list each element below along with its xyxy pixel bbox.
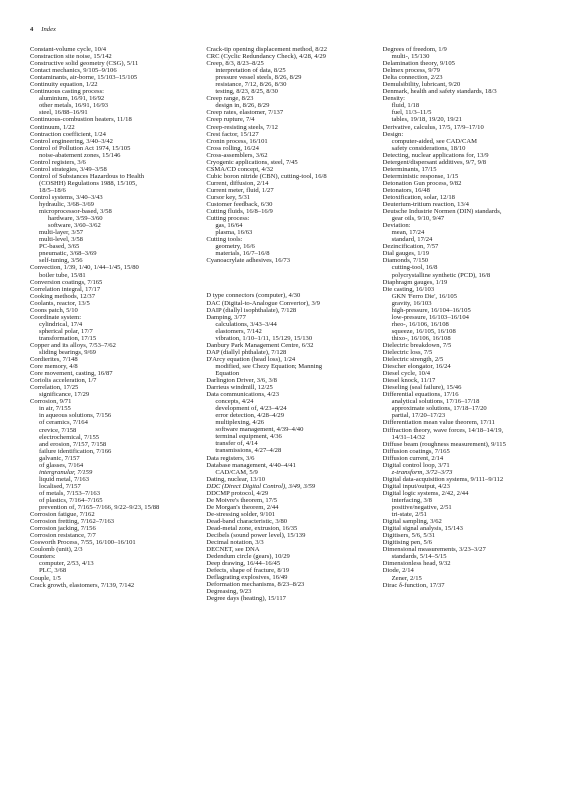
index-entry: Corrosion resistance, 7/7 <box>30 532 96 540</box>
index-entry: Cooking methods, 12/37 <box>30 292 96 300</box>
index-entry: Degreasing, 9/23 <box>206 588 252 596</box>
index-entry: Diffraction theory, wave forces, 14/18–14/19, <box>382 426 504 434</box>
index-subentry: pneumatic, 3/68–3/69 <box>39 250 97 258</box>
index-entry: Convection, 1/39, 1/40, 1/44–1/45, 15/80 <box>30 264 139 272</box>
index-entry: Corrosion jacking, 7/156 <box>30 525 96 533</box>
index-subentry: microprocessor-based, 3/58 <box>39 208 112 216</box>
index-entry <box>206 271 372 278</box>
index-subentry: computer-aided, see CAD/CAM <box>391 137 478 145</box>
index-entry: Dielectric breakdown, 7/5 <box>382 341 452 349</box>
index-entry: Diffusion coatings, 7/165 <box>382 447 450 455</box>
index-entry: Counters: <box>30 553 56 561</box>
index-entry: Creep rates, elastomer, 7/137 <box>206 109 284 117</box>
index-entry: Delmex process, 9/79 <box>382 67 440 75</box>
index-subentry: transfer of, 4/14 <box>215 440 258 448</box>
index-entry: Control strategies, 3/49–3/58 <box>30 165 107 173</box>
index-entry: CSMA/CD concept, 4/32 <box>206 165 274 173</box>
index-entry: Diffuse beam (roughness measurement), 9/115 <box>382 440 506 448</box>
index-entry: Cutting fluids, 16/8–16/9 <box>206 208 273 216</box>
index-subentry: z-transform, 3/72–3/73 <box>391 468 453 476</box>
index-entry: Digital data-acquisition systems, 9/111–9/112 <box>382 475 504 483</box>
index-entry: Deflagrating explosives, 16/49 <box>206 574 288 582</box>
index-entry: Dirac δ-function, 17/37 <box>382 581 445 589</box>
index-subentry: multi-layer, 3/57 <box>39 229 84 237</box>
index-entry <box>206 264 372 271</box>
index-subentry: multi-level, 3/58 <box>39 236 83 244</box>
index-entry <box>206 278 372 285</box>
index-subentry: cylindrical, 17/4 <box>39 320 83 328</box>
index-entry: Creep rupture, 7/4 <box>206 116 255 124</box>
index-subentry: elastomers, 7/142 <box>215 327 262 335</box>
index-entry: Diamonds, 7/150 <box>382 257 429 265</box>
index-entry: DAC (Digital-to-Analogue Convertor), 3/9 <box>206 299 320 307</box>
index-subentry: PC-based, 3/65 <box>39 243 80 251</box>
index-entry: Coriolis acceleration, 1/7 <box>30 377 97 385</box>
index-subentry: significance, 17/29 <box>39 391 90 399</box>
index-entry: Digitisers, 5/6, 5/31 <box>382 532 436 540</box>
index-entry: Degrees of freedom, 1/9 <box>382 46 447 53</box>
index-entry: Control registers, 3/6 <box>30 158 86 166</box>
index-subentry: plasma, 16/63 <box>215 229 253 237</box>
index-entry: Deterministic response, 1/15 <box>382 172 459 180</box>
index-subentry: safety considerations, 18/10 <box>391 144 466 152</box>
page-number: 4 <box>30 26 34 33</box>
index-entry: Density: <box>382 95 406 103</box>
index-entry: Differential equations, 17/16 <box>382 391 459 399</box>
index-entry: DAIP (diallyl isophthalate), 7/128 <box>206 306 297 314</box>
index-subentry: in air, 7/155 <box>39 405 71 413</box>
index-subentry: tables, 19/18, 19/20, 19/21 <box>391 116 462 124</box>
index-entry: Data registers, 3/6 <box>206 454 255 462</box>
index-entry: Diesel knock, 11/17 <box>382 377 436 385</box>
index-entry: Decimal notation, 3/3 <box>206 539 264 547</box>
index-entry: Corrosion fatigue, 7/162 <box>30 511 95 519</box>
index-entry: Determinants, 17/15 <box>382 165 437 173</box>
index-entry: Damping, 3/77 <box>206 313 246 321</box>
index-subentry: spherical polar, 17/7 <box>39 327 93 335</box>
index-entry: Data communications, 4/23 <box>206 391 280 399</box>
index-entry: Creep, 8/3, 8/23–8/25 <box>206 60 264 68</box>
index-subentry: intergranular, 7/159 <box>39 468 93 476</box>
index-entry: Constraction site noise, 15/142 <box>30 53 112 61</box>
index-entry: Crack-tip opening displacement method, 8/22 <box>206 46 328 53</box>
index-entry: Dead-metal zone, extrusion, 16/35 <box>206 525 298 532</box>
index-entry: Cross rolling, 16/24 <box>206 144 259 152</box>
index-entry: Cutting process: <box>206 215 250 223</box>
index-entry: Corrosion fretting, 7/162–7/163 <box>30 518 115 526</box>
index-entry: DDC (Direct Digital Control), 3/49, 3/59 <box>206 482 316 490</box>
index-subentry: self-tuning, 3/56 <box>39 257 83 265</box>
index-entry: Current, diffusion, 2/14 <box>206 179 269 187</box>
index-entry: Digital input/output, 4/23 <box>382 482 450 490</box>
index-subentry: standards, 5/14–5/15 <box>391 553 447 561</box>
index-entry: De Moivre's theorem, 17/5 <box>206 496 278 504</box>
index-columns <box>30 46 549 603</box>
index-subentry: interfacing, 3/8 <box>391 497 432 504</box>
index-subentry: Equation <box>215 369 240 377</box>
index-subentry: error detection, 4/28–4/29 <box>215 412 284 420</box>
index-subentry: galvanic, 7/157 <box>39 454 80 462</box>
index-subentry: boiler tube, 15/81 <box>39 271 86 279</box>
index-subentry: fuel, 11/3–11/5 <box>391 109 432 117</box>
index-subentry: high-pressure, 16/104–16/105 <box>391 306 471 314</box>
index-entry: Digital signal analysis, 15/143 <box>382 525 463 533</box>
index-subentry: and erosion, 7/157, 7/158 <box>39 440 107 448</box>
index-entry: Detonators, 16/48 <box>382 186 430 194</box>
index-entry: Contact mechanics, 9/105–9/106 <box>30 67 117 75</box>
index-entry: Customer feedback, 6/30 <box>206 201 273 209</box>
index-subentry: cutting-tool, 16/8 <box>391 264 438 272</box>
index-subentry: hydraulic, 3/68–3/69 <box>39 201 94 209</box>
index-subentry: crevice, 7/158 <box>39 426 77 434</box>
index-entry: Deep drawing, 16/44–16/45 <box>206 560 281 568</box>
index-entry: Degree days (heating), 15/117 <box>206 595 286 603</box>
index-entry: Design: <box>382 130 404 138</box>
index-entry <box>206 285 372 292</box>
index-entry: Creep-resisting steels, 7/12 <box>206 123 278 131</box>
index-entry: Digital sampling, 3/62 <box>382 518 442 526</box>
index-entry: Contraction coefficient, 1/24 <box>30 130 106 138</box>
index-subentry: GKN 'Ferro Die', 16/105 <box>391 292 458 300</box>
index-subentry: multi-, 15/130 <box>391 53 430 61</box>
index-subentry: CAD/CAM, 5/9 <box>215 468 258 476</box>
index-subentry: prevention of, 7/165–7/166, 9/22–9/23, 15/88 <box>39 504 160 512</box>
index-subentry: low-pressure, 16/103–16/104 <box>391 313 469 321</box>
index-entry: Dimensional measurements, 3/23–3/27 <box>382 546 486 554</box>
index-subentry: in aqueous solutions, 7/156 <box>39 412 112 420</box>
index-entry: Detoxification, solar, 12/18 <box>382 193 455 201</box>
index-entry: Creep range, 8/23 <box>206 95 254 103</box>
index-subentry: rheo-, 16/106, 16/108 <box>391 320 449 328</box>
index-entry: Dating, nuclear, 13/10 <box>206 475 266 483</box>
index-entry: Coulomb (unit), 2/3 <box>30 546 83 554</box>
index-subentry: multiplexing, 4/26 <box>215 419 265 427</box>
index-subentry: interpretation of data, 8/25 <box>215 67 286 75</box>
index-subentry: mean, 17/24 <box>391 229 425 237</box>
index-entry: Correlation integral, 17/17 <box>30 285 101 293</box>
index-entry: De-stressing solder, 9/101 <box>206 510 276 518</box>
index-subentry: gravity, 16/103 <box>391 299 432 307</box>
index-entry: Crack growth, elastomers, 7/139, 7/142 <box>30 581 135 589</box>
index-subentry: of ceramics, 7/164 <box>39 419 88 427</box>
index-entry: Correlation, 17/25 <box>30 384 79 392</box>
index-entry: Current meter, fluid, 1/27 <box>206 186 274 194</box>
index-entry: Demulsibility, lubricant, 9/20 <box>382 81 461 89</box>
index-entry: D'Arcy equation (head loss), 1/24 <box>206 355 296 363</box>
index-subentry: computer, 2/53, 4/13 <box>39 560 94 568</box>
index-entry: Digital logic systems, 2/42, 2/44 <box>382 489 469 497</box>
index-subentry: Zener, 2/15 <box>391 574 422 582</box>
index-column-1 <box>30 46 196 603</box>
index-entry: Detecting, nuclear applications for, 13/9 <box>382 151 489 159</box>
index-entry: Danbury Park Management Centre, 6/32 <box>206 341 314 349</box>
index-subentry: noise-abatement zones, 15/146 <box>39 151 121 159</box>
index-subentry: design in, 8/26, 8/29 <box>215 102 270 110</box>
index-entry: Delta connection, 2/23 <box>382 74 443 82</box>
index-entry: Diaphragm gauges, 1/19 <box>382 278 448 286</box>
index-entry: Constructive solid geometry (CSG), 5/11 <box>30 60 139 68</box>
index-subentry: other metals, 16/91, 16/93 <box>39 102 109 110</box>
index-entry: Dimensionless head, 9/32 <box>382 560 451 568</box>
index-subentry: modified, see Chezy Equation; Manning <box>215 362 323 370</box>
index-subentry: 18/5–18/6 <box>39 186 66 194</box>
index-subentry: of glasses, 7/164 <box>39 461 84 469</box>
index-subentry: of metals, 7/153–7/163 <box>39 489 100 497</box>
index-entry: DDCMP protocol, 4/29 <box>206 489 269 497</box>
index-entry: Coolants, reactor, 13/5 <box>30 299 90 307</box>
index-entry: Dial gauges, 1/19 <box>382 250 429 258</box>
index-subentry: sliding bearings, 9/69 <box>39 349 96 357</box>
index-subentry: steel, 16/88–16/91 <box>39 109 88 117</box>
index-entry: Dead-band characteristic, 3/80 <box>206 517 288 525</box>
index-entry: Copper and its alloys, 7/53–7/62 <box>30 341 116 349</box>
index-subentry: 14/31–14/32 <box>391 433 425 441</box>
index-entry: Cryogenic applications, steel, 7/45 <box>206 158 298 166</box>
index-entry: Cyanoacrylate adhesives, 16/73 <box>206 257 291 265</box>
index-entry: Core memory, 4/8 <box>30 363 78 371</box>
index-entry: D type connectors (computer), 4/30 <box>206 292 301 300</box>
index-entry: Denmark, health and safety standards, 18/3 <box>382 88 497 96</box>
index-entry: Database management, 4/40–4/41 <box>206 461 296 469</box>
index-subentry: analytical solutions, 17/16–17/18 <box>391 398 480 406</box>
index-entry: Detonation Gun process, 9/82 <box>382 179 462 187</box>
index-entry: Dieseling (seal failure), 15/46 <box>382 384 462 392</box>
index-subentry: polycrystalline synthetic (PCD), 16/8 <box>391 271 491 279</box>
index-entry: Continuous casting process: <box>30 88 104 96</box>
index-entry: Cronin process, 16/101 <box>206 137 268 145</box>
page-title: Index <box>41 26 56 33</box>
index-subentry: software management, 4/39–4/40 <box>215 426 304 434</box>
index-entry: De Morgan's theorem, 2/44 <box>206 503 279 511</box>
index-entry: Cross-assemblers, 3/62 <box>206 151 268 159</box>
index-subentry: (COSHH) Regulations 1988, 15/105, <box>39 179 137 187</box>
index-entry: Cutting tools: <box>206 236 243 244</box>
index-entry: Continuity equation, 1/22 <box>30 81 98 89</box>
index-entry: Cosworth Process, 7/55, 16/100–16/101 <box>30 539 136 547</box>
index-entry: Diffusion current, 2/14 <box>382 454 444 462</box>
index-subentry: materials, 16/7–16/8 <box>215 250 270 258</box>
index-entry: Derivative, calculus, 17/5, 17/9–17/10 <box>382 123 484 131</box>
index-subentry: calculations, 3/43–3/44 <box>215 320 277 328</box>
index-entry: Differentiation mean value theorem, 17/11 <box>382 419 495 427</box>
index-column-2 <box>206 46 372 603</box>
index-subentry: tri-state, 2/51 <box>391 511 427 519</box>
index-subentry: terminal equipment, 4/36 <box>215 433 282 441</box>
index-entry: Darlington Driver, 3/6, 3/8 <box>206 377 277 385</box>
index-subentry: squeeze, 16/105, 16/108 <box>391 327 456 335</box>
index-entry: Diode, 2/14 <box>382 567 414 575</box>
index-subentry: pressure vessel steels, 8/26, 8/29 <box>215 74 302 82</box>
index-entry: Digitising pen, 5/6 <box>382 539 432 547</box>
index-entry: Constant-volume cycle, 10/4 <box>30 46 106 53</box>
index-subentry: liquid metal, 7/163 <box>39 475 89 483</box>
index-entry: Defects, shape of fracture, 8/19 <box>206 567 290 575</box>
page-header <box>30 26 549 33</box>
index-entry: DAP (diallyl phthalate), 7/128 <box>206 348 287 356</box>
index-entry: Dedendum circle (gears), 10/29 <box>206 553 290 561</box>
index-entry: Delamination theory, 9/105 <box>382 60 455 68</box>
index-entry: Darrieus windmill, 12/25 <box>206 384 273 392</box>
index-entry: DECNET, see DNA <box>206 546 260 554</box>
index-subentry: testing, 8/23, 8/25, 8/30 <box>215 88 278 96</box>
index-subentry: electrochemical, 7/155 <box>39 433 100 441</box>
index-entry: Deutsche Industrie Normen (DIN) standards, <box>382 208 502 216</box>
index-entry: Deuterium-tritium reaction, 13/4 <box>382 201 469 209</box>
index-entry: Digital control loop, 3/71 <box>382 461 450 469</box>
index-subentry: positive/negative, 2/51 <box>391 504 452 512</box>
index-subentry: localised, 7/157 <box>39 482 81 490</box>
index-entry: Continuum, 1/22 <box>30 123 75 131</box>
index-entry: Deviation: <box>382 222 411 230</box>
index-entry: Detergent/dispersant additives, 9/7, 9/8 <box>382 158 486 166</box>
index-entry: Corrosion, 9/71 <box>30 398 72 406</box>
index-entry: Dezincification, 7/57 <box>382 243 439 251</box>
index-subentry: gas, 16/64 <box>215 222 243 230</box>
index-subentry: transformation, 17/15 <box>39 334 97 342</box>
index-subentry: gear oils, 9/10, 9/47 <box>391 215 445 223</box>
index-subentry: of plastics, 7/164–7/165 <box>39 497 103 504</box>
index-entry: Control of Pollution Act 1974, 15/105 <box>30 144 131 152</box>
index-subentry: vibration, 1/10–1/11, 15/129, 15/130 <box>215 334 313 342</box>
index-entry: Cordierites, 7/148 <box>30 356 78 364</box>
index-subentry: concepts, 4/24 <box>215 398 254 406</box>
index-entry: Contaminants, air-borne, 15/103–15/105 <box>30 74 138 82</box>
index-subentry: software, 3/60–3/62 <box>48 222 101 230</box>
index-entry: Cubic boron nitride (CBN), cutting-tool, 16/8 <box>206 172 327 180</box>
index-subentry: thixo-, 16/106, 16/108 <box>391 334 451 342</box>
index-entry: Coordinate system: <box>30 313 82 321</box>
index-entry: Control systems, 3/40–3/43 <box>30 193 103 201</box>
index-subentry: geometry, 16/6 <box>215 243 255 251</box>
index-entry: Conversion coatings, 7/165 <box>30 278 103 286</box>
index-subentry: partial, 17/20–17/23 <box>391 412 446 420</box>
index-entry: Diesel cycle, 10/4 <box>382 370 431 378</box>
index-subentry: failure identification, 7/166 <box>39 447 112 455</box>
index-entry: Decibels (sound power level), 15/139 <box>206 532 306 540</box>
index-subentry: approximate solutions, 17/18–17/20 <box>391 405 487 413</box>
index-subentry: development of, 4/23–4/24 <box>215 405 287 413</box>
index-entry: Couple, 1/5 <box>30 574 61 582</box>
index-column-3 <box>383 46 549 603</box>
index-entry: Cursor key, 5/31 <box>206 193 251 201</box>
index-entry: Crest factor, 15/127 <box>206 130 259 138</box>
index-entry: Coons patch, 5/10 <box>30 306 78 314</box>
index-entry: Core movement, casting, 16/87 <box>30 370 113 378</box>
index-entry: Diescher elongator, 16/24 <box>382 363 451 371</box>
index-subentry: transmissions, 4/27–4/28 <box>215 447 282 455</box>
index-entry: Control of Substances Hazardous to Health <box>30 172 145 180</box>
index-entry: Dielectric strength, 2/5 <box>382 356 444 364</box>
index-subentry: hardware, 3/59–3/60 <box>48 215 103 223</box>
index-subentry: resistance, 7/12, 8/26, 8/30 <box>215 81 287 89</box>
index-entry: Dielectric loss, 7/5 <box>382 349 433 357</box>
index-subentry: standard, 17/24 <box>391 236 433 244</box>
index-entry: CRC (Cyclic Redundancy Check), 4/28, 4/29 <box>206 53 326 61</box>
index-subentry: aluminium, 16/91, 16/92 <box>39 95 105 103</box>
index-subentry: fluid, 1/18 <box>391 102 420 110</box>
index-entry: Control engineering, 3/40–3/42 <box>30 137 113 145</box>
index-entry: Die casting, 16/103 <box>382 285 435 293</box>
index-subentry: PLC, 3/68 <box>39 567 67 575</box>
index-entry: Continuous-combustion heaters, 11/18 <box>30 116 132 124</box>
index-entry: Deformation mechanisms, 8/23–8/23 <box>206 581 305 589</box>
